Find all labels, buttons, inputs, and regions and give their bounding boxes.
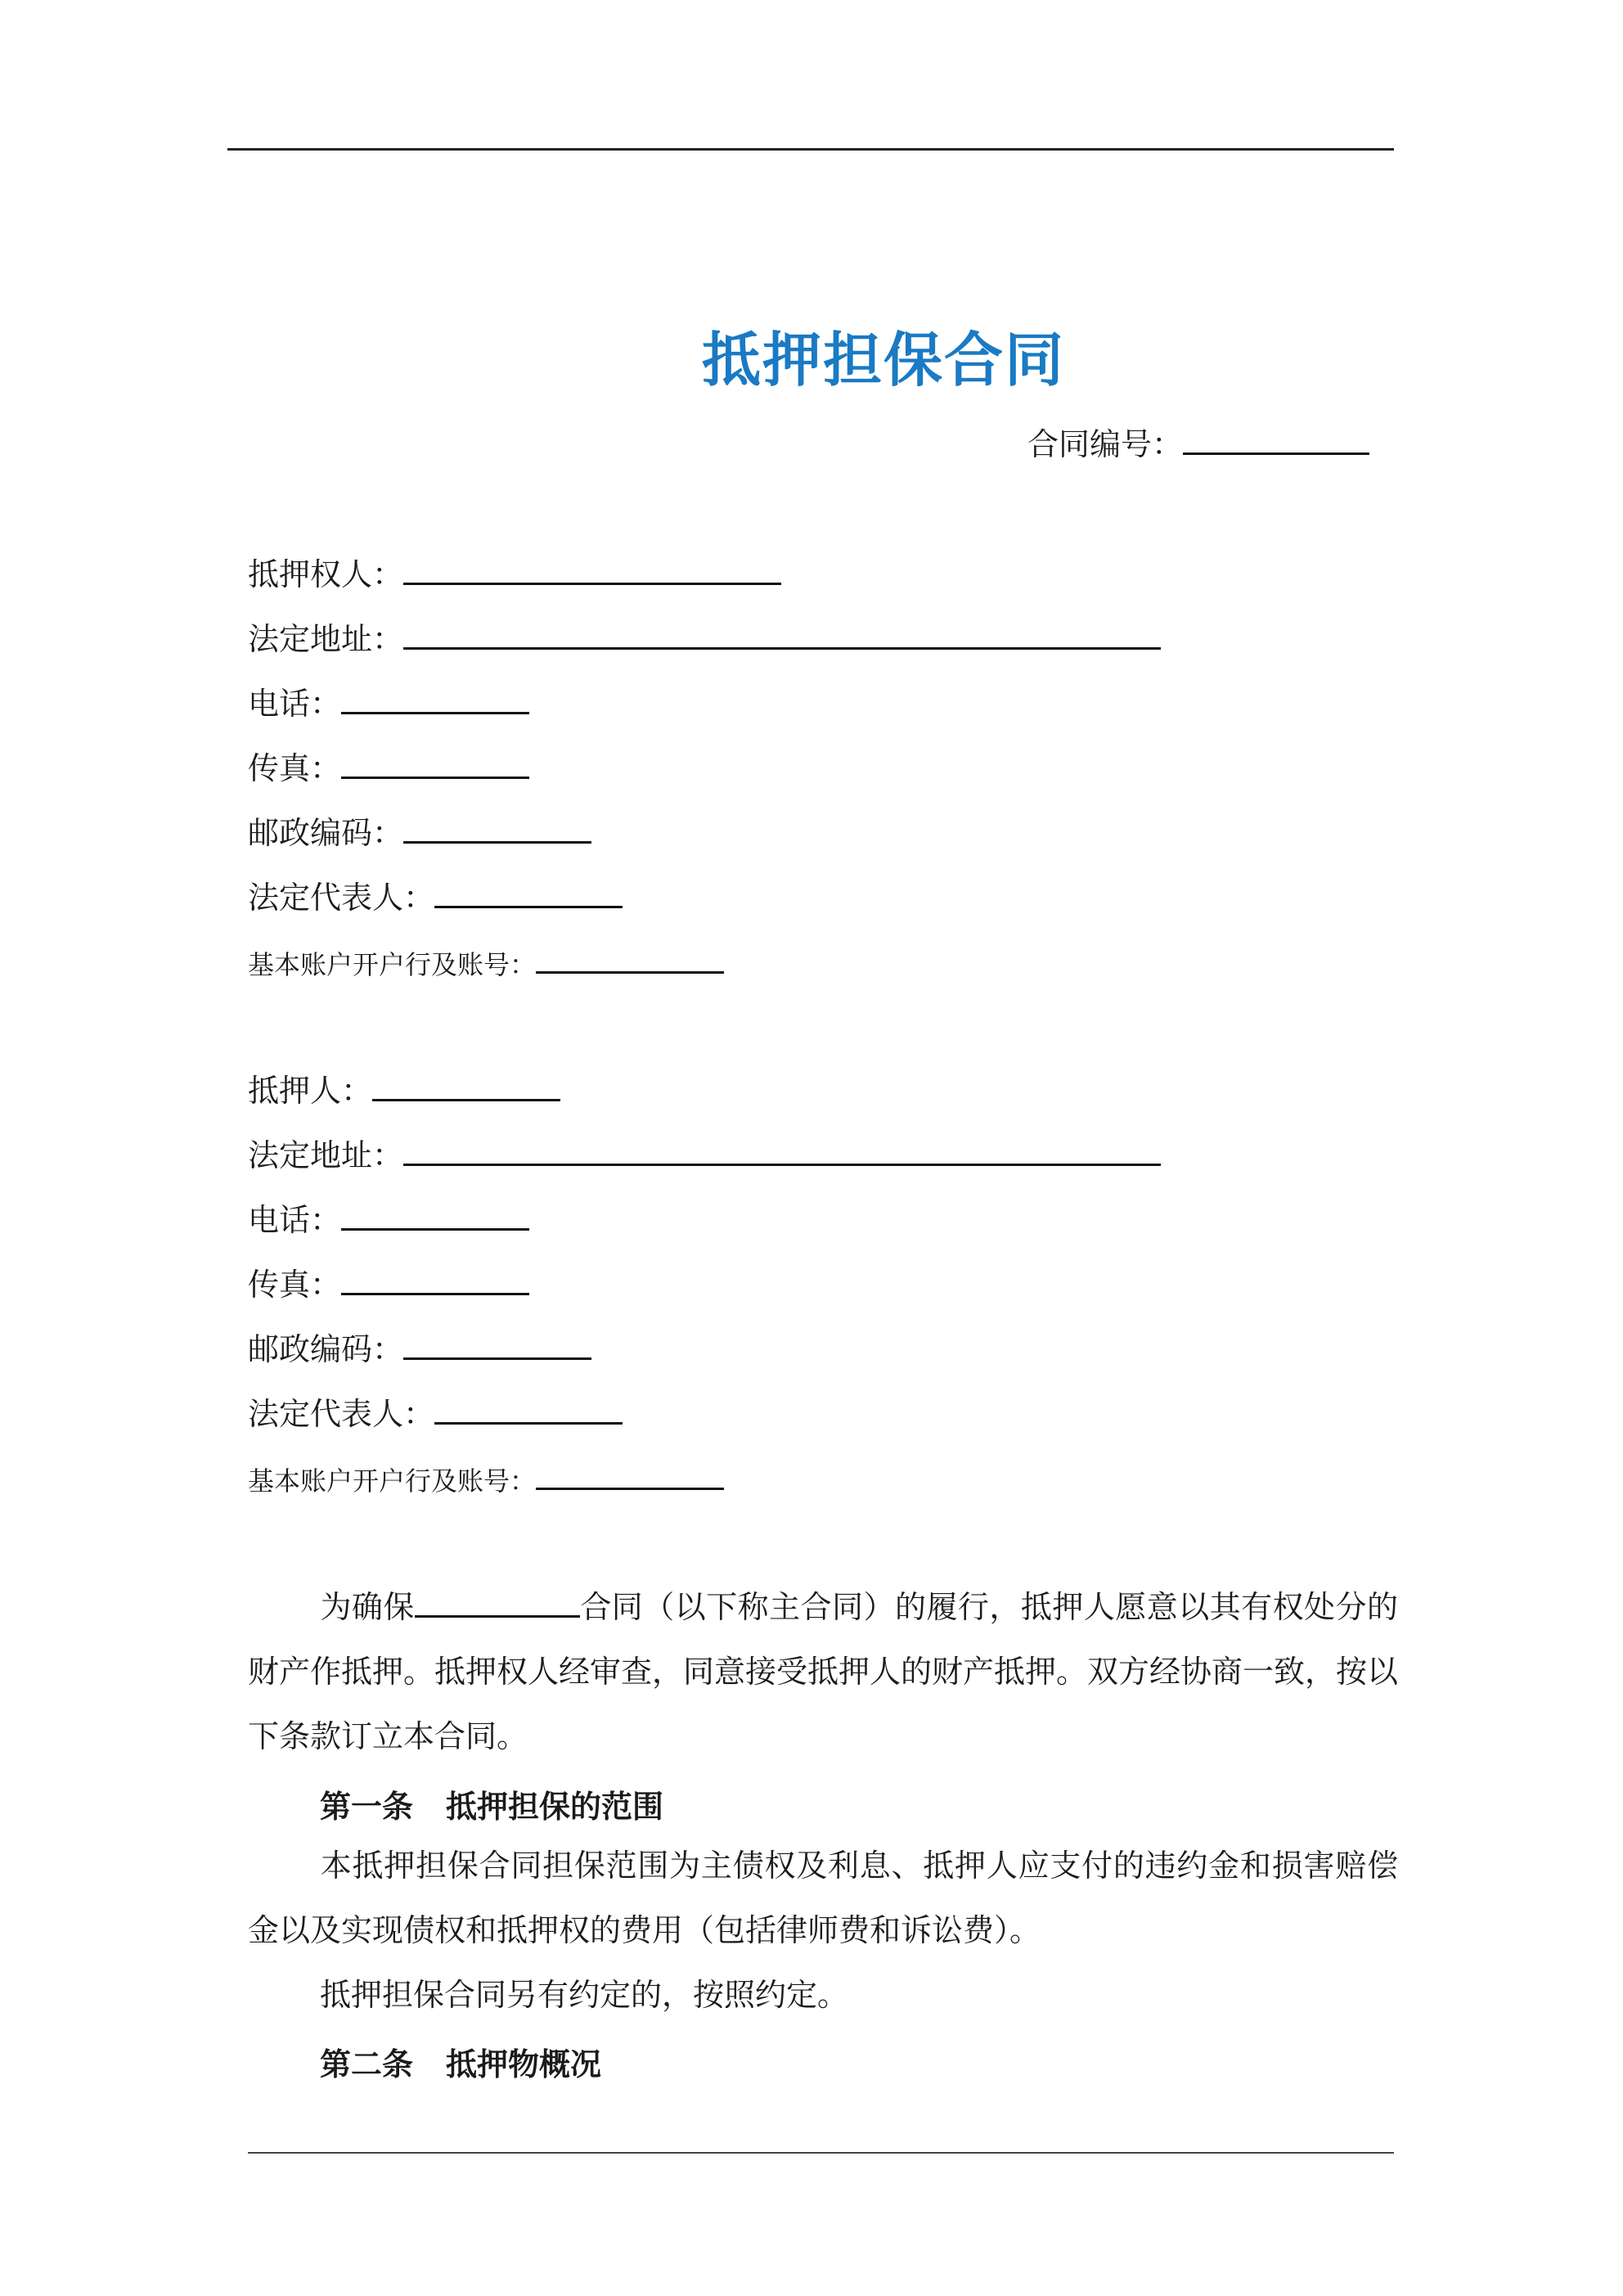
mortgagor-bank-row — [248, 1460, 724, 1501]
mortgagor-name-row — [248, 1070, 560, 1111]
preamble-prefix: 为确保 — [320, 1589, 415, 1625]
mortgagor-fax-blank[interactable] — [341, 1265, 529, 1295]
mortgagee-fax-blank[interactable] — [341, 749, 529, 779]
article-2-title: 抵押物概况 — [446, 2046, 602, 2082]
mortgagor-postcode-row — [248, 1329, 591, 1370]
mortgagor-name-blank[interactable] — [372, 1071, 560, 1101]
mortgagee-rep-label: 法定代表人： — [248, 880, 435, 916]
contract-number-row — [1027, 419, 1369, 464]
mortgagor-fax-row — [248, 1264, 529, 1305]
mortgagee-name-blank[interactable] — [403, 555, 781, 585]
article-1-paragraph-1 — [248, 1834, 1398, 1963]
footer-rule — [248, 2152, 1394, 2154]
mortgagor-fax-label: 传真： — [248, 1267, 342, 1303]
article-1-text-1: 本抵押担保合同担保范围为主债权及利息、抵押人应支付的违约金和损害赔偿金以及实现债权和抵押权的费用（包括律师费和诉讼费）。 — [248, 1848, 1398, 1948]
mortgagor-rep-blank[interactable] — [434, 1394, 623, 1425]
mortgagee-address-blank[interactable] — [403, 619, 1161, 650]
mortgagee-bank-label: 基本账户开户行及账号： — [248, 949, 537, 980]
mortgagor-address-blank[interactable] — [403, 1136, 1161, 1166]
mortgagor-phone-row — [248, 1200, 529, 1240]
mortgagee-address-label: 法定地址： — [248, 621, 404, 657]
article-1-heading — [320, 1781, 663, 1826]
preamble-paragraph — [248, 1575, 1398, 1769]
article-2-heading — [320, 2039, 601, 2084]
mortgagee-rep-blank[interactable] — [434, 878, 623, 908]
article-1-text-2: 抵押担保合同另有约定的，按照约定。 — [320, 1977, 849, 2013]
mortgagor-postcode-blank[interactable] — [403, 1330, 591, 1360]
mortgagee-rep-row — [248, 877, 623, 918]
article-1-title: 抵押担保的范围 — [446, 1789, 664, 1825]
mortgagee-name-row — [248, 554, 781, 595]
mortgagor-postcode-label: 邮政编码： — [248, 1331, 404, 1367]
mortgagee-postcode-row — [248, 813, 591, 853]
mortgagee-phone-row — [248, 683, 529, 724]
mortgagee-address-row — [248, 619, 1161, 660]
contract-number-label: 合同编号： — [1027, 426, 1184, 462]
mortgagor-phone-label: 电话： — [248, 1202, 342, 1238]
mortgagee-phone-label: 电话： — [248, 686, 342, 722]
contract-number-blank[interactable] — [1183, 425, 1369, 455]
preamble-suffix: 合同（以下称主合同）的履行，抵押人愿意以其有权处分的财产作抵押。抵押权人经审查，同意接受抵押人的财产抵押。双方经协商一致，按以下条款订立本合同。 — [248, 1589, 1399, 1754]
article-2-number: 第二条 — [320, 2046, 414, 2082]
mortgagee-postcode-blank[interactable] — [403, 813, 591, 844]
mortgagor-address-row — [248, 1135, 1161, 1176]
mortgagor-rep-row — [248, 1393, 623, 1434]
mortgagee-postcode-label: 邮政编码： — [248, 815, 404, 851]
mortgagor-name-label: 抵押人： — [248, 1073, 373, 1109]
header-rule — [227, 148, 1394, 151]
article-1-number: 第一条 — [320, 1789, 414, 1825]
mortgagee-phone-blank[interactable] — [341, 684, 529, 714]
mortgagor-bank-label: 基本账户开户行及账号： — [248, 1465, 537, 1497]
mortgagee-fax-label: 传真： — [248, 750, 342, 786]
mortgagor-phone-blank[interactable] — [341, 1200, 529, 1231]
article-1-paragraph-2 — [248, 1963, 1398, 2028]
mortgagee-bank-blank[interactable] — [536, 943, 724, 974]
document-title: 抵押担保合同 — [701, 326, 1065, 394]
mortgagor-bank-blank[interactable] — [536, 1460, 724, 1490]
mortgagee-name-label: 抵押权人： — [248, 556, 404, 592]
mortgagor-rep-label: 法定代表人： — [248, 1396, 435, 1432]
mortgagor-address-label: 法定地址： — [248, 1137, 404, 1173]
main-contract-blank[interactable] — [415, 1591, 580, 1618]
mortgagee-fax-row — [248, 748, 529, 789]
mortgagee-bank-row — [248, 943, 724, 985]
